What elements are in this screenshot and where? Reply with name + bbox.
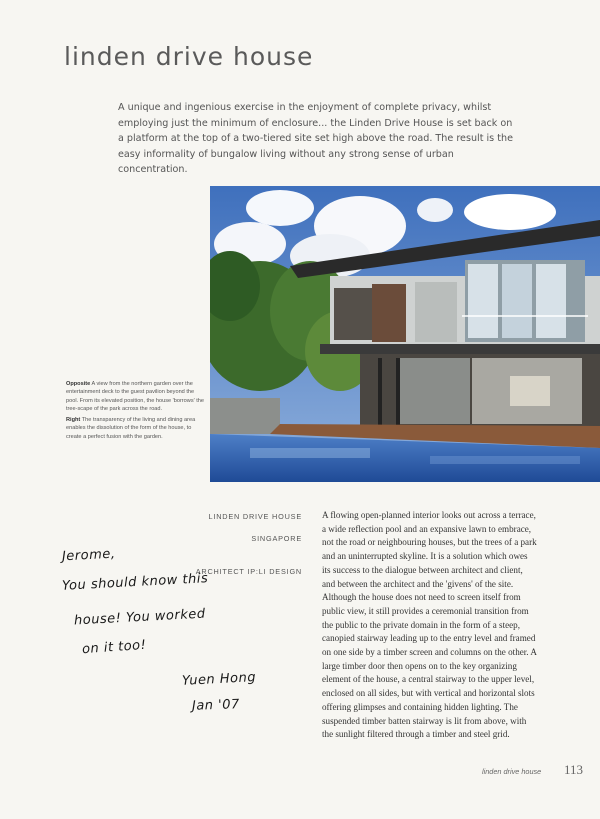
- project-architect: ARCHITECT IP:LI DESIGN: [195, 567, 302, 576]
- caption-right-text: The transparency of the living and dining area enables the dissolution of the form of the house, to create a perfect fusion with the garden.: [66, 417, 196, 440]
- note-line: house! You worked: [73, 606, 206, 629]
- caption-opposite-label: Opposite: [66, 381, 91, 387]
- caption-right-label: Right: [66, 417, 81, 424]
- note-signature: Yuen Hong: [181, 670, 257, 689]
- house-photo: [210, 186, 600, 482]
- note-line: Jerome,: [61, 546, 116, 565]
- body-paragraph: A flowing open-planned interior looks out across a terrace, a wide reflection pool and an expansive lawn to embrace, not the road or neighbouring houses, but the trees of a park and an uninterrupted skyline. It is a solution which owes its success to the dialogue between architect and client, and between the architect and the 'givens' of the site. Although the house does not need to screen itself from public view, it still provides a ceremonial transition from the public to the private domain in the form of a steep, canopied stairway leading up to the entry level and framed on one side by a timber screen and columns on the other. A large timber door then opens on to the key organizing element of the house, a central stairway to the upper level, enclosed on all sides, but with vertical and horizontal slots offering glimpses and containing hidden lighting. The suspended timber batten stairway is lit from above, with the sunlight filtered through a timber and steel grid.: [322, 510, 537, 740]
- page-number: 113: [564, 762, 584, 777]
- project-location: SINGAPORE: [251, 534, 302, 543]
- running-footer: linden drive house: [482, 767, 542, 776]
- photo-caption: [66, 380, 204, 444]
- page-title: linden drive house: [64, 42, 314, 71]
- caption-opposite-text: A view from the northern garden over the entertainment deck to the guest pavilion beyond the pool. From its elevated position, the house 'borrows' the tree-scape of the park across the road.: [66, 381, 205, 412]
- handwritten-note: [58, 548, 308, 728]
- intro-paragraph: A unique and ingenious exercise in the enjoyment of complete privacy, whilst employing just the minimum of enclosure... the Linden Drive House is set back on a platform at the top of a two-tiered site set high above the road. The result is the easy informality of bungalow living without any strong sense of urban concentration.: [118, 102, 513, 175]
- note-date: Jan '07: [191, 697, 241, 714]
- project-name: LINDEN DRIVE HOUSE: [208, 512, 302, 521]
- note-line: on it too!: [81, 637, 147, 658]
- note-line: You should know this: [61, 571, 209, 594]
